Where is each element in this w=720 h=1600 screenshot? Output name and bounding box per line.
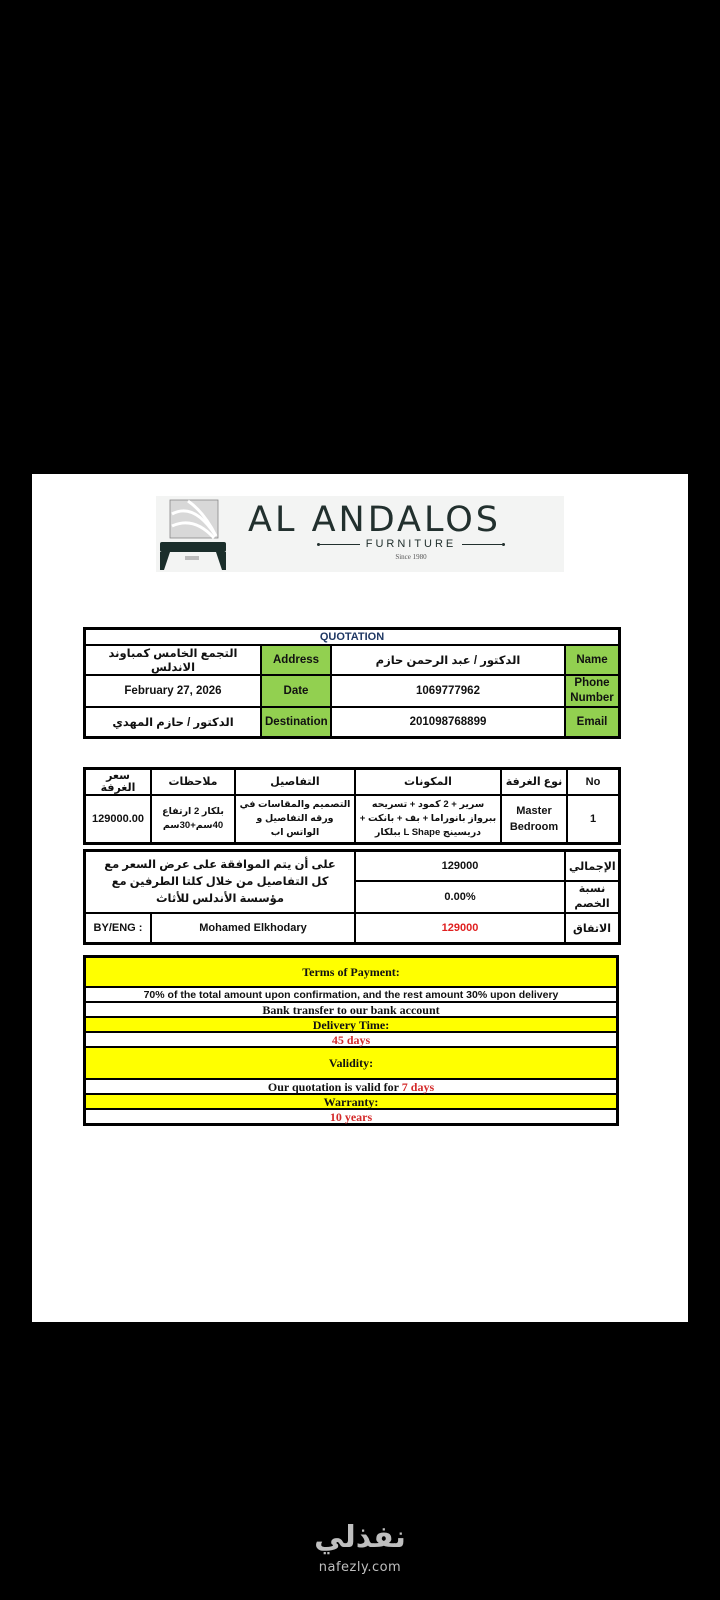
header-notes: ملاحظات	[151, 769, 235, 795]
totals-table	[84, 850, 620, 944]
client-info-table	[84, 628, 620, 738]
quotation-title: QUOTATION	[85, 629, 619, 645]
company-logo	[156, 496, 564, 572]
payment-terms-line2: Bank transfer to our bank account	[85, 1002, 617, 1017]
cell-components: سرير + 2 كمود + تسريحه ببرواز بانوراما + بف + بانكت + دريسينج L Shape ببلكار	[355, 795, 501, 843]
delivery-time-title: Delivery Time:	[85, 1017, 617, 1032]
terms-table	[84, 956, 618, 1125]
watermark-site: nafezly.com	[318, 1560, 402, 1575]
info-row	[85, 707, 619, 737]
validity-line	[85, 1079, 617, 1094]
furniture-logo-icon	[158, 496, 228, 572]
name-label: Name	[565, 645, 619, 675]
warranty-value: 10 years	[85, 1109, 617, 1124]
total-label: الإجمالي	[565, 851, 619, 881]
info-row	[85, 675, 619, 707]
date-label: Date	[261, 675, 331, 707]
engineer-name: Mohamed Elkhodary	[151, 913, 355, 943]
phone-value: 1069777962	[331, 675, 565, 707]
agreement-value: 129000	[355, 913, 565, 943]
discount-label: نسبة الخصم	[565, 881, 619, 913]
brand-tagline: FURNITURE	[306, 538, 516, 550]
delivery-time-value: 45 days	[85, 1032, 617, 1047]
date-value: February 27, 2026	[85, 675, 261, 707]
approval-note: على أن يتم الموافقة على عرض السعر مع كل التفاصيل من خلال كلتا الطرفين مع مؤسسة الأندلس للأثاث	[85, 851, 355, 913]
by-eng-label: BY/ENG :	[85, 913, 151, 943]
destination-value: الدكتور / حازم المهدي	[85, 707, 261, 737]
payment-terms-line1: 70% of the total amount upon confirmation, and the rest amount 30% upon delivery	[85, 987, 617, 1002]
total-value: 129000	[355, 851, 565, 881]
cell-details: التصميم والمقاسات في ورقه التفاصيل و الواتس اب	[235, 795, 355, 843]
brand-since: Since 1980	[395, 553, 427, 561]
name-value: الدكتور / عبد الرحمن حازم	[331, 645, 565, 675]
watermark-arabic: نفذلي	[314, 1520, 406, 1555]
info-row	[85, 645, 619, 675]
validity-prefix: Our quotation is valid for	[267, 1079, 399, 1094]
cell-room-type: Master Bedroom	[501, 795, 567, 843]
warranty-title: Warranty:	[85, 1094, 617, 1109]
email-label: Email	[565, 707, 619, 737]
items-header-row	[85, 769, 619, 795]
phone-label: Phone Number	[565, 675, 619, 707]
header-room-price: سعر الغرفة	[85, 769, 151, 795]
header-room-type: نوع الغرفة	[501, 769, 567, 795]
address-label: Address	[261, 645, 331, 675]
destination-label: Destination	[261, 707, 331, 737]
table-row	[85, 795, 619, 843]
header-no: No	[567, 769, 619, 795]
validity-value: 7 days	[401, 1079, 435, 1094]
cell-notes: بلكار 2 ارتفاع 40سم+30سم	[151, 795, 235, 843]
quotation-document	[32, 474, 688, 1322]
discount-value: 0.00%	[355, 881, 565, 913]
email-value: 201098768899	[331, 707, 565, 737]
brand-name: AL ANDALOS	[248, 500, 501, 540]
cell-no: 1	[567, 795, 619, 843]
agreement-label: الاتفاق	[565, 913, 619, 943]
header-components: المكونات	[355, 769, 501, 795]
cell-room-price: 129000.00	[85, 795, 151, 843]
header-details: التفاصيل	[235, 769, 355, 795]
items-table	[84, 768, 620, 844]
validity-title: Validity:	[85, 1047, 617, 1079]
payment-terms-title: Terms of Payment:	[85, 957, 617, 987]
address-value: التجمع الخامس كمباوند الاندلس	[85, 645, 261, 675]
